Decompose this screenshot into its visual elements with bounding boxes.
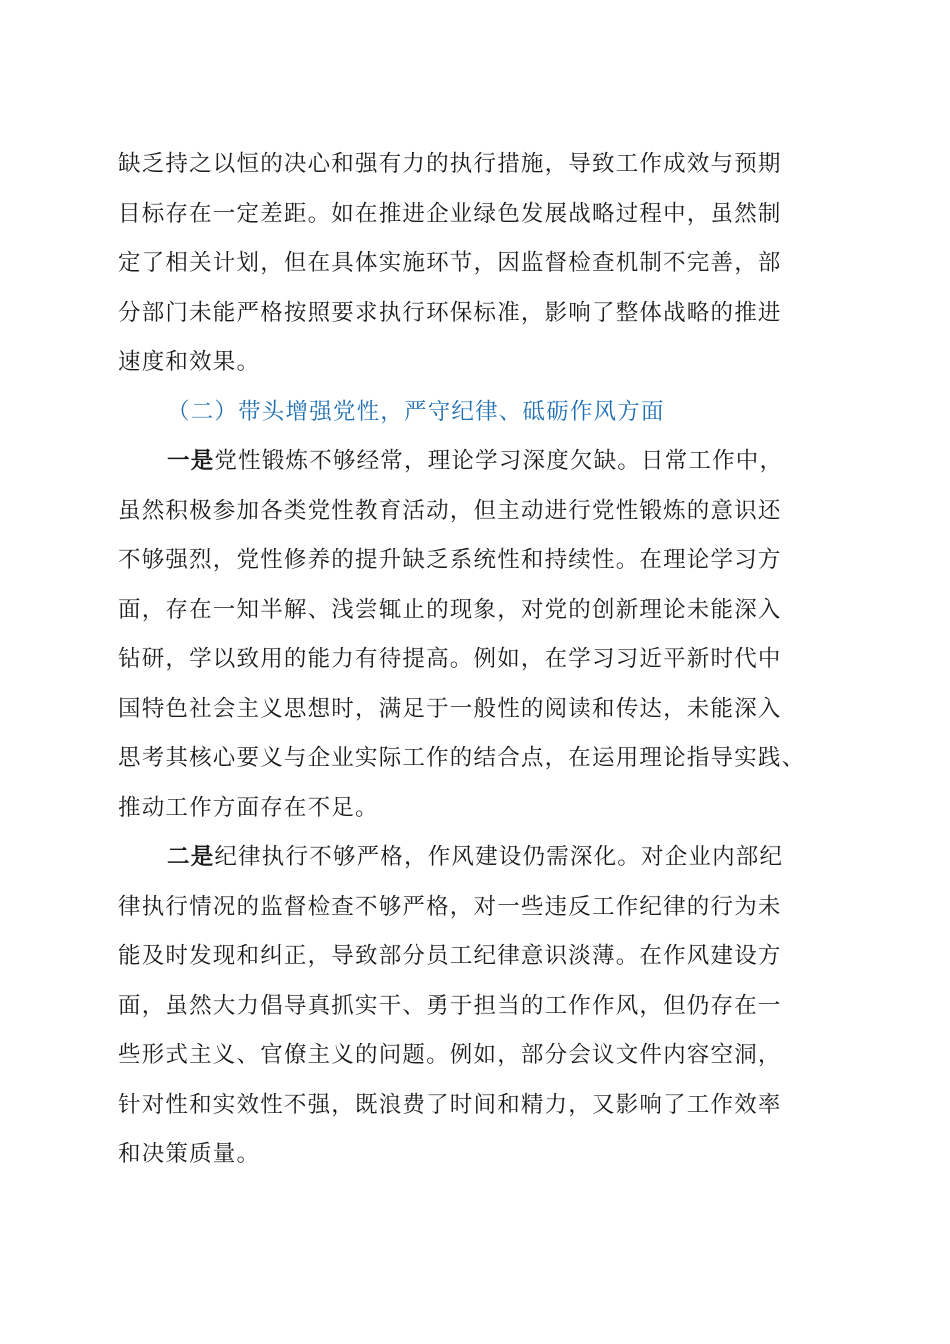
paragraph-line: 目标存在一定差距。如在推进企业绿色发展战略过程中，虽然制 [118,200,782,227]
paragraph-line: 速度和效果。 [118,349,261,375]
paragraph-line: 分部门未能严格按照要求执行环保标准，影响了整体战略的推进 [118,299,782,326]
paragraph-line: 虽然积极参加各类党性教育活动，但主动进行党性锻炼的意识还 [118,497,782,524]
paragraph-line: 定了相关计划，但在具体实施环节，因监督检查机制不完善，部 [118,250,782,276]
paragraph-line: 些形式主义、官僚主义的问题。例如，部分会议文件内容空洞， [118,1042,782,1068]
document-body [118,140,838,1180]
paragraph-lead: 一是 [167,448,215,474]
paragraph-line: 和决策质量。 [118,1141,261,1167]
paragraph-line: 钻研，学以致用的能力有待提高。例如，在学习习近平新时代中 [118,646,782,672]
section-heading: （二）带头增强党性，严守纪律、砥砺作风方面 [167,398,665,425]
paragraph-line: 思考其核心要义与企业实际工作的结合点，在运用理论指导实践、 [118,745,806,771]
paragraph-line: 推动工作方面存在不足。 [118,794,379,821]
paragraph-text: 党性锻炼不够经常，理论学习深度欠缺。日常工作中， [214,448,784,474]
paragraph-line: 针对性和实效性不强，既浪费了时间和精力，又影响了工作效率 [118,1091,782,1118]
paragraph-line: 面，虽然大力倡导真抓实干、勇于担当的工作作风，但仍存在一 [118,992,782,1019]
paragraph-lead: 二是 [167,844,215,870]
paragraph-first-line [118,437,838,487]
paragraph-line: 不够强烈，党性修养的提升缺乏系统性和持续性。在理论学习方 [118,547,782,573]
paragraph-line: 能及时发现和纠正，导致部分员工纪律意识淡薄。在作风建设方 [118,943,782,969]
paragraph-line: 国特色社会主义思想时，满足于一般性的阅读和传达，未能深入 [118,695,782,722]
paragraph-text: 纪律执行不够严格，作风建设仍需深化。对企业内部纪 [214,844,784,870]
paragraph-line: 缺乏持之以恒的决心和强有力的执行措施，导致工作成效与预期 [118,151,782,177]
paragraph-line: 面，存在一知半解、浅尝辄止的现象，对党的创新理论未能深入 [118,596,782,623]
paragraph-first-line [118,833,838,883]
paragraph-line: 律执行情况的监督检查不够严格，对一些违反工作纪律的行为未 [118,893,782,920]
